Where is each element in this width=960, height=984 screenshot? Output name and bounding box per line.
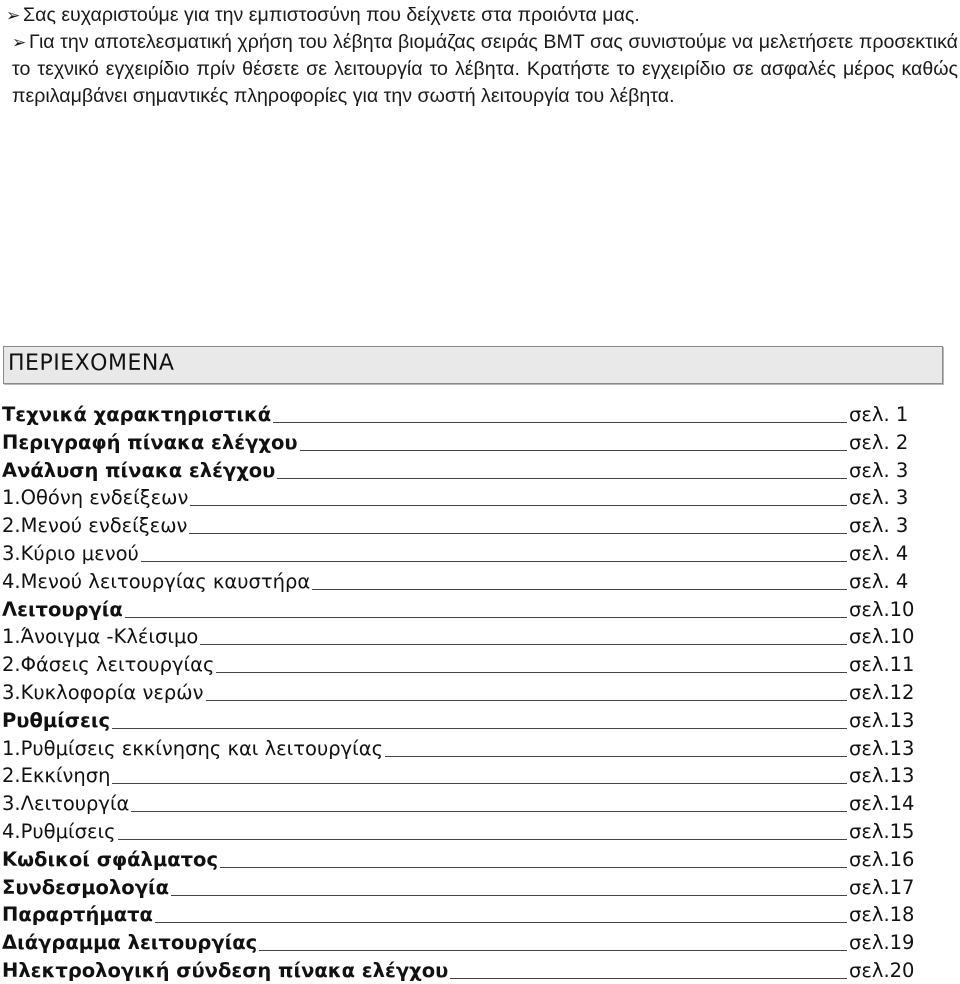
contents-entry-label: Ηλεκτρολογική σύνδεση πίνακα ελέγχου	[2, 958, 449, 982]
contents-entry-label: Διάγραμμα λειτουργίας	[2, 931, 258, 955]
contents-entry-label: 1.Άνοιγμα -Κλέισιμο	[2, 625, 199, 649]
contents-page-number: σελ. 2	[849, 430, 909, 454]
contents-entry-label: Ανάλυση πίνακα ελέγχου	[2, 458, 276, 482]
contents-entry-label: Περιγραφή πίνακα ελέγχου	[2, 430, 298, 454]
contents-row	[0, 567, 960, 595]
contents-row	[0, 539, 960, 567]
intro-thanks-text: Σας ευχαριστούμε για την εμπιστοσύνη που δείχνετε στα προιόντα μας.	[23, 4, 640, 26]
contents-row	[0, 595, 960, 623]
contents-leader-line	[300, 450, 847, 451]
contents-page-number: σελ.13	[849, 764, 915, 788]
contents-page-number: σελ. 3	[849, 486, 909, 510]
contents-leader-line	[189, 533, 847, 534]
contents-entry-label: 2.Φάσεις λειτουργίας	[2, 653, 215, 677]
contents-row	[0, 845, 960, 873]
contents-title: ΠΕΡΙΕΧΟΜΕΝΑ	[8, 351, 175, 376]
contents-leader-line	[112, 728, 847, 729]
contents-leader-line	[190, 505, 847, 506]
contents-leader-line	[112, 783, 847, 784]
contents-entry-label: 4.Ρυθμίσεις	[2, 819, 116, 843]
contents-row	[0, 428, 960, 456]
contents-leader-line	[118, 839, 847, 840]
contents-page-number: σελ. 3	[849, 514, 909, 538]
contents-page-number: σελ.10	[849, 597, 915, 621]
contents-leader-line	[385, 756, 847, 757]
contents-entry-label: Συνδεσμολογία	[2, 875, 169, 899]
contents-page-number: σελ.18	[849, 903, 915, 927]
contents-row	[0, 456, 960, 484]
contents-row	[0, 789, 960, 817]
contents-list	[0, 400, 960, 984]
contents-row	[0, 483, 960, 511]
contents-entry-label: 3.Λειτουργία	[2, 792, 130, 816]
contents-page-number: σελ.13	[849, 708, 915, 732]
contents-entry-label: 1.Οθόνη ενδείξεων	[2, 486, 189, 510]
contents-entry-label: Ρυθμίσεις	[2, 708, 111, 732]
arrow-bullet-icon: ➢	[12, 33, 27, 52]
contents-entry-label: Λειτουργία	[2, 597, 123, 621]
contents-entry-label: Κωδικοί σφάλματος	[2, 847, 219, 871]
contents-entry-label: 4.Μενού λειτουργίας καυστήρα	[2, 569, 311, 593]
intro-usage-text: Για την αποτελεσματική χρήση του λέβητα βιομάζας σειράς BMT σας συνιστούμε να μελετήσετε προσεκτικά το τεχνικό εγχειρίδιο πρίν θέσετε σε λειτουργία το λέβητα. Κρατήστε το εγχειρίδιο σε ασφαλές μέρος καθώς περιλαμβάνει σημαντικές πληροφορίες για την σωστή λειτουργία του λέβητα.	[12, 31, 958, 107]
contents-entry-label: 3.Κυκλοφορία νερών	[2, 680, 204, 704]
contents-page-number: σελ.20	[849, 958, 915, 982]
contents-leader-line	[259, 950, 847, 951]
contents-leader-line	[220, 867, 847, 868]
contents-page-number: σελ.17	[849, 875, 915, 899]
contents-page-number: σελ.13	[849, 736, 915, 760]
contents-page-number: σελ.14	[849, 792, 915, 816]
contents-leader-line	[155, 922, 847, 923]
intro-paragraph-usage	[12, 29, 958, 110]
contents-leader-line	[277, 478, 847, 479]
contents-page-number: σελ.16	[849, 847, 915, 871]
contents-leader-line	[312, 589, 847, 590]
contents-row	[0, 400, 960, 428]
contents-page-number: σελ.15	[849, 819, 915, 843]
contents-row	[0, 928, 960, 956]
intro-paragraph-thanks	[6, 2, 958, 29]
arrow-bullet-icon: ➢	[6, 6, 21, 25]
contents-row	[0, 678, 960, 706]
contents-leader-line	[206, 700, 847, 701]
contents-entry-label: 3.Κύριο μενού	[2, 541, 139, 565]
contents-entry-label: 1.Ρυθμίσεις εκκίνησης και λειτουργίας	[2, 736, 384, 760]
contents-row	[0, 650, 960, 678]
contents-leader-line	[216, 672, 847, 673]
contents-row	[0, 900, 960, 928]
contents-entry-label: Παραρτήματα	[2, 903, 153, 927]
contents-row	[0, 817, 960, 845]
contents-row	[0, 706, 960, 734]
contents-row	[0, 761, 960, 789]
contents-page-number: σελ. 3	[849, 458, 909, 482]
contents-page-number: σελ. 4	[849, 541, 909, 565]
contents-page-number: σελ. 4	[849, 569, 909, 593]
contents-page-number: σελ. 1	[849, 403, 909, 426]
intro-text	[6, 2, 958, 110]
contents-page-number: σελ.19	[849, 931, 915, 955]
contents-row	[0, 734, 960, 762]
contents-leader-line	[125, 617, 847, 618]
contents-entry-label: Τεχνικά χαρακτηριστικά	[2, 403, 272, 426]
contents-row	[0, 873, 960, 901]
contents-leader-line	[200, 644, 847, 645]
contents-row	[0, 511, 960, 539]
contents-row	[0, 956, 960, 984]
contents-heading-bar	[3, 346, 943, 384]
contents-row	[0, 622, 960, 650]
contents-leader-line	[131, 811, 847, 812]
contents-page-number: σελ.10	[849, 625, 915, 649]
contents-entry-label: 2.Μενού ενδείξεων	[2, 514, 188, 538]
contents-leader-line	[450, 978, 847, 979]
contents-leader-line	[141, 561, 847, 562]
contents-leader-line	[273, 422, 847, 423]
contents-leader-line	[171, 895, 847, 896]
contents-page-number: σελ.12	[849, 680, 915, 704]
contents-page-number: σελ.11	[849, 653, 915, 677]
contents-entry-label: 2.Εκκίνηση	[2, 764, 111, 788]
